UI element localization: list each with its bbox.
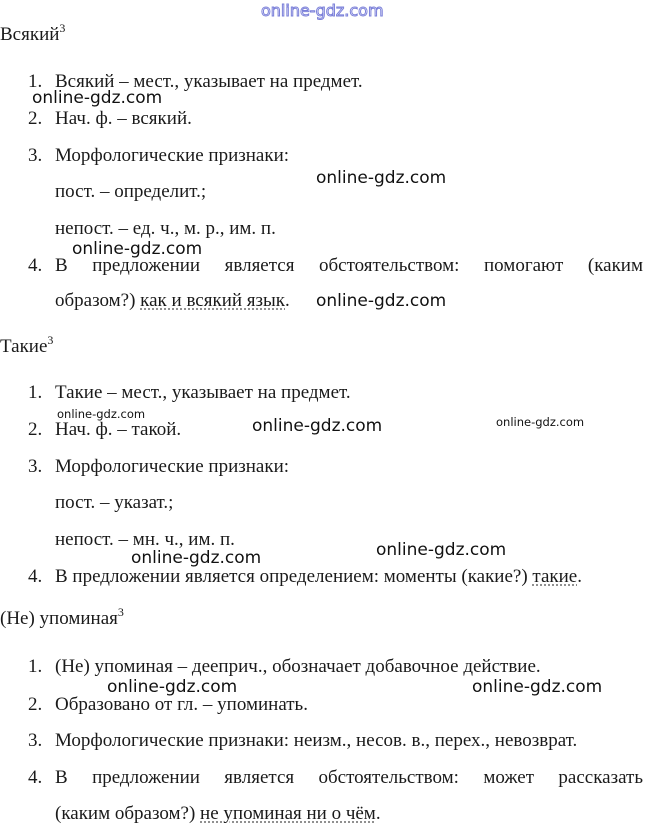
watermark: online-gdz.com: [496, 415, 585, 429]
watermark: online-gdz.com: [131, 548, 262, 568]
watermark: online-gdz.com: [376, 540, 507, 560]
underlined-phrase: такие: [532, 566, 578, 587]
section-heading-upominaya: (Не) упоминая$^3$: [0, 605, 124, 629]
watermark: online-gdz.com: [107, 677, 238, 697]
watermark: online-gdz.com: [472, 677, 603, 697]
watermark: online-gdz.com: [72, 239, 203, 259]
watermark: online-gdz.com: [32, 88, 163, 108]
section-heading-takie: Такие$^3$: [0, 333, 54, 357]
underlined-phrase: как и всякий язык: [140, 290, 286, 311]
watermark: online-gdz.com: [316, 291, 447, 311]
watermark-top: online-gdz.com: [261, 1, 384, 20]
watermark: online-gdz.com: [252, 416, 383, 436]
document-page: online-gdz.com Всякий$^3$ 1. Всякий – мест., указывает на предмет. 2. Нач. ф. – всякий. 3. Морфологические признаки: пост. – определит.; непост. – ед. ч., м. р., им. п. 4. В предложении является обстоятельством: помогают (каким образом?) как и всякий язык. Такие$^3$ 1. Такие – мест., указывает на предмет. 2. Нач. ф. – такой. 3. Морфологические признаки: пост. – указат.; непост. – мн. ч., им. п. 4. В предложении является определением: моменты (какие?) такие. (Не) упоминая$^3$ 1. (Не) упоминая – дееприч., обозначает добавочное действие. 2. Образовано от гл. – упоминать. 3. Морфологические признаки: неизм., несов. в., перех., невозврат. 4. В предложении является обстоятельством: может рассказать (каким образом?) не упоминая ни о чём. online-gdz.com online-gdz.com online-gdz.com online-gdz.com online-gdz.com online-gdz.com online-gdz.com online-gdz.com online-gdz.com online-gdz.com online-gdz.com: [0, 1, 643, 824]
section-heading-vsyakiy: Всякий$^3$: [0, 21, 66, 45]
watermark: online-gdz.com: [57, 407, 146, 421]
watermark: online-gdz.com: [316, 168, 447, 188]
underlined-phrase: не упоминая ни о чём: [200, 803, 376, 824]
